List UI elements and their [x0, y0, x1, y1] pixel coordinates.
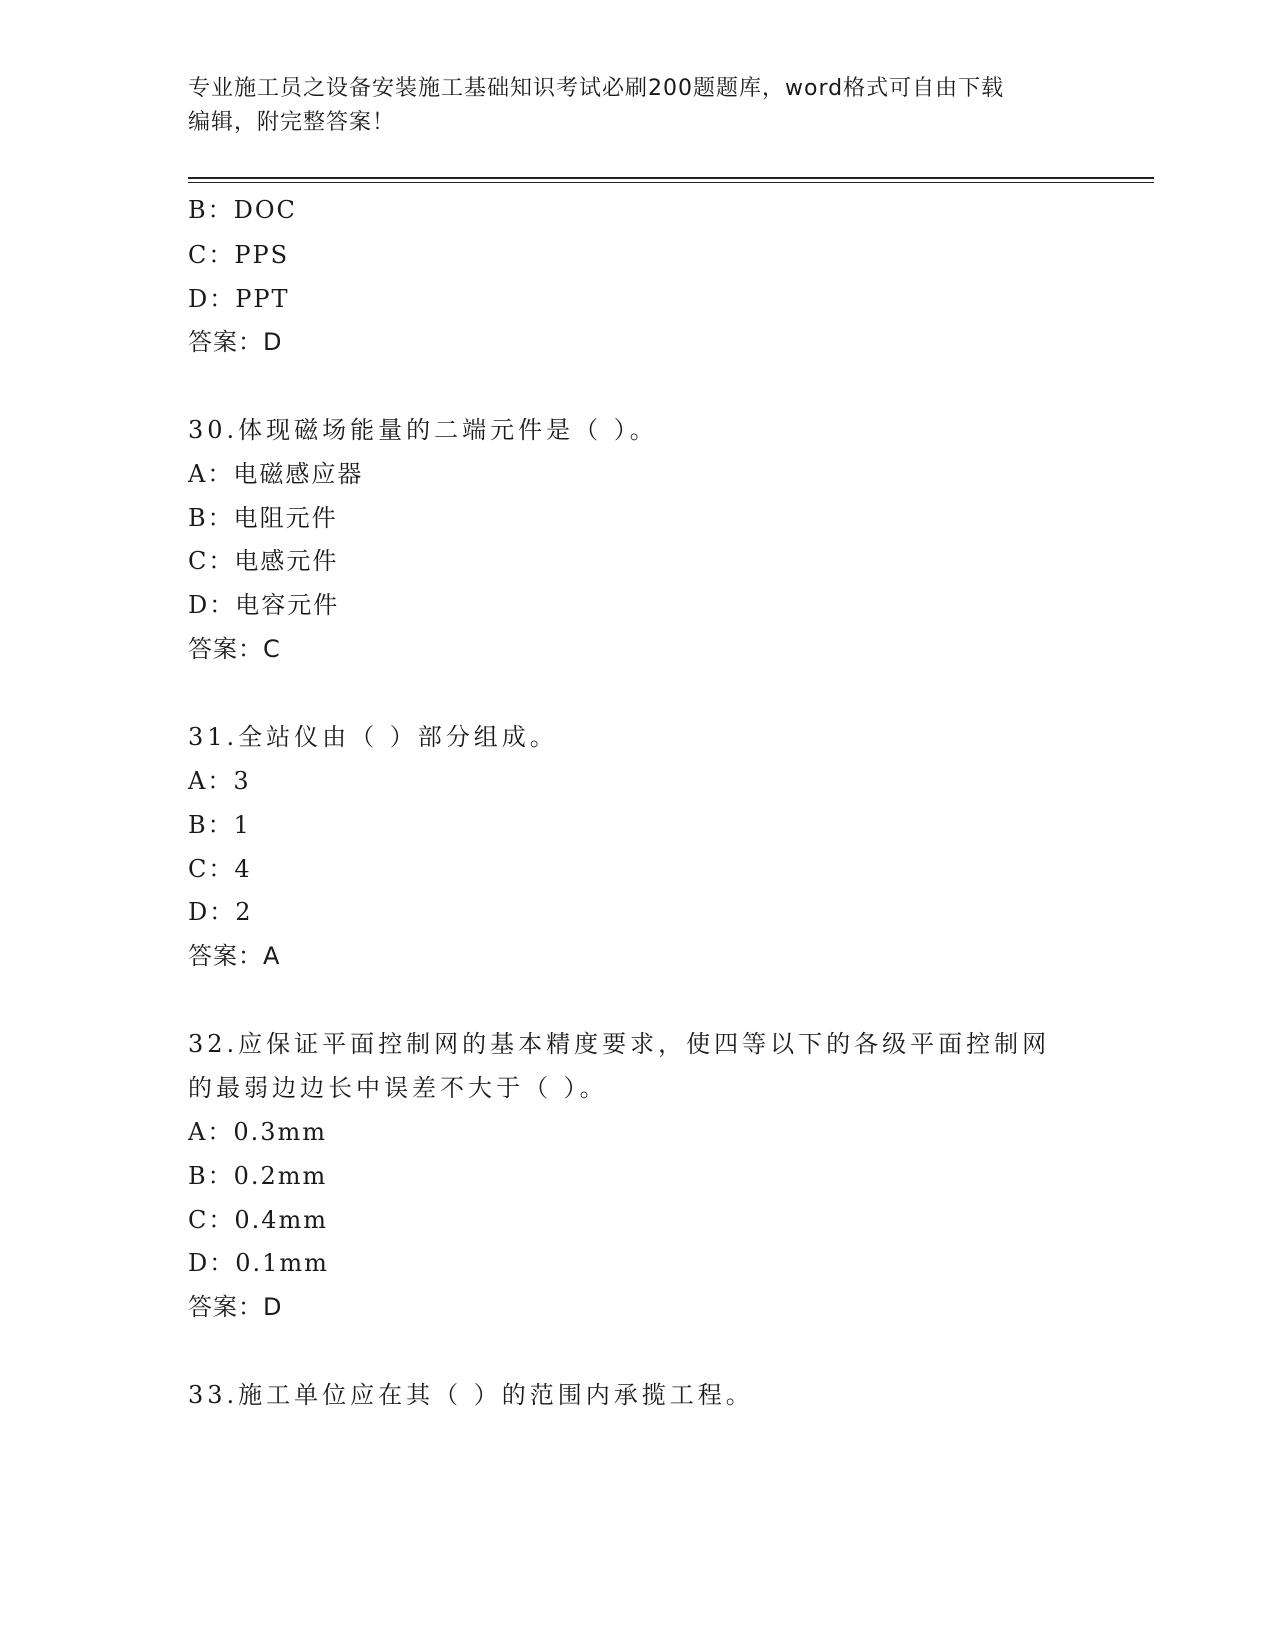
question-31-option-c: C：4 — [188, 855, 252, 883]
question-30-text: 30.体现磁场能量的二端元件是（ ）。 — [188, 416, 658, 444]
question-32-option-d: D：0.1mm — [188, 1249, 329, 1277]
question-31-answer: 答案：A — [188, 942, 281, 970]
question-32-answer: 答案：D — [188, 1293, 283, 1321]
question-30-option-a: A：电磁感应器 — [188, 460, 364, 488]
question-32-text-line-1: 32.应保证平面控制网的基本精度要求，使四等以下的各级平面控制网 — [188, 1030, 1051, 1058]
question-30-option-d: D：电容元件 — [188, 591, 340, 619]
prev-question-option-d: D：PPT — [188, 285, 290, 313]
question-30-answer: 答案：C — [188, 635, 281, 663]
question-30-option-c: C：电感元件 — [188, 547, 339, 575]
header-divider-thin — [188, 182, 1154, 183]
header-title-line-1: 专业施工员之设备安装施工基础知识考试必刷200题题库，word格式可自由下载 — [188, 76, 1005, 101]
question-31-option-d: D：2 — [188, 898, 253, 926]
document-header — [188, 72, 1088, 140]
header-divider-thick — [188, 177, 1154, 179]
question-33-text: 33.施工单位应在其（ ）的范围内承揽工程。 — [188, 1381, 754, 1409]
header-title-line-2: 编辑，附完整答案！ — [188, 110, 396, 135]
prev-question-option-b: B：DOC — [188, 196, 297, 224]
question-32-option-c: C：0.4mm — [188, 1206, 329, 1234]
question-30-option-b: B：电阻元件 — [188, 504, 338, 532]
question-32-text-line-2: 的最弱边边长中误差不大于（ ）。 — [188, 1074, 608, 1102]
question-31-text: 31.全站仪由（ ）部分组成。 — [188, 723, 558, 751]
question-32-option-a: A：0.3mm — [188, 1118, 328, 1146]
prev-question-option-c: C：PPS — [188, 241, 290, 269]
question-31-option-a: A：3 — [188, 767, 251, 795]
question-32-option-b: B：0.2mm — [188, 1162, 328, 1190]
question-31-option-b: B：1 — [188, 811, 251, 839]
prev-question-answer: 答案：D — [188, 328, 283, 356]
